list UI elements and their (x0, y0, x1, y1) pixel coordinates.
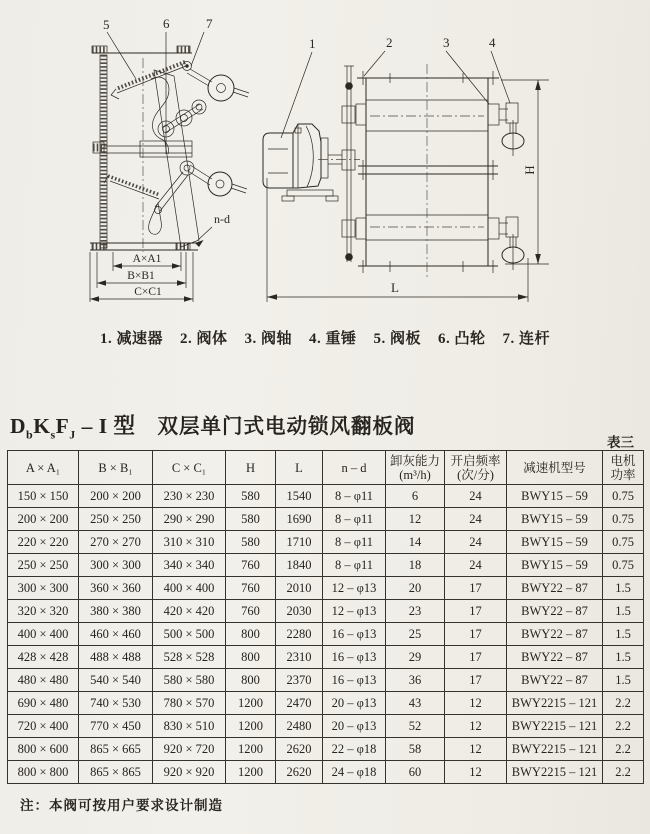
label-3: 3 (443, 35, 450, 50)
label-6: 6 (163, 16, 170, 31)
table-cell: 800 (226, 646, 276, 669)
table-cell: 400 × 400 (153, 577, 226, 600)
table-cell: BWY2215 – 121 (507, 692, 603, 715)
table-cell: 2.2 (603, 738, 644, 761)
table-cell: 17 (445, 646, 507, 669)
table-cell: 14 (386, 531, 445, 554)
table-cell: 400 × 400 (8, 623, 79, 646)
table-cell: 25 (386, 623, 445, 646)
col-header: 减速机型号 (507, 451, 603, 485)
label-2: 2 (386, 35, 393, 50)
table-cell: 1.5 (603, 577, 644, 600)
legend-item: 3. 阀轴 (244, 331, 292, 347)
table-cell: 760 (226, 554, 276, 577)
table-cell: 230 × 230 (153, 485, 226, 508)
table-cell: 2.2 (603, 692, 644, 715)
table-cell: 16 – φ13 (323, 646, 386, 669)
table-cell: 920 × 920 (153, 761, 226, 784)
col-header: 卸灰能力 (m³/h) (386, 451, 445, 485)
table-cell: 250 × 250 (8, 554, 79, 577)
table-cell: 2030 (276, 600, 323, 623)
table-cell: 720 × 400 (8, 715, 79, 738)
table-cell: 12 – φ13 (323, 600, 386, 623)
table-cell: 24 (445, 485, 507, 508)
table-cell: 2280 (276, 623, 323, 646)
table-cell: 36 (386, 669, 445, 692)
table-cell: 17 (445, 600, 507, 623)
table-row (8, 485, 644, 508)
table-cell: 200 × 200 (79, 485, 153, 508)
table-cell: BWY15 – 59 (507, 508, 603, 531)
table-cell: 1200 (226, 692, 276, 715)
table-cell: 52 (386, 715, 445, 738)
table-cell: BWY15 – 59 (507, 485, 603, 508)
table-cell: 380 × 380 (79, 600, 153, 623)
table-cell: 0.75 (603, 531, 644, 554)
table-cell: 17 (445, 623, 507, 646)
table-cell: BWY22 – 87 (507, 646, 603, 669)
table-cell: 12 (445, 738, 507, 761)
table-cell: 20 – φ13 (323, 715, 386, 738)
legend-item: 5. 阀板 (373, 331, 422, 347)
table-cell: BWY22 – 87 (507, 669, 603, 692)
table-row (8, 738, 644, 761)
motor-reducer (263, 124, 360, 201)
table-cell: 24 (445, 554, 507, 577)
legend-item: 2. 阀体 (179, 331, 228, 347)
table-cell: 488 × 488 (79, 646, 153, 669)
table-cell: BWY2215 – 121 (507, 715, 603, 738)
table-cell: 830 × 510 (153, 715, 226, 738)
table-row (8, 761, 644, 784)
table-cell: 480 × 480 (8, 669, 79, 692)
table-cell: 17 (445, 669, 507, 692)
table-cell: 23 (386, 600, 445, 623)
table-cell: 43 (386, 692, 445, 715)
dim-l-label: L (391, 280, 399, 295)
table-cell: 1710 (276, 531, 323, 554)
table-cell: 760 (226, 577, 276, 600)
col-header: L (276, 451, 323, 485)
table-number-tag: 表三 (607, 435, 634, 450)
table-cell: 24 (445, 508, 507, 531)
table-cell: 20 – φ13 (323, 692, 386, 715)
table-row (8, 531, 644, 554)
table-cell: 2470 (276, 692, 323, 715)
table-cell: 740 × 530 (79, 692, 153, 715)
valve-plate-lower (104, 176, 160, 199)
table-cell: 200 × 200 (8, 508, 79, 531)
table-cell: 2370 (276, 669, 323, 692)
table-cell: 800 × 800 (8, 761, 79, 784)
table-row (8, 692, 644, 715)
label-4: 4 (489, 35, 496, 50)
table-cell: 17 (445, 577, 507, 600)
table-cell: 8 – φ11 (323, 508, 386, 531)
col-header: n – d (323, 451, 386, 485)
table-row (8, 715, 644, 738)
table-cell: 300 × 300 (79, 554, 153, 577)
table-cell: 58 (386, 738, 445, 761)
table-cell: 290 × 290 (153, 508, 226, 531)
spec-table (7, 450, 644, 784)
footnote: 注：本阀可按用户要求设计制造 (20, 798, 223, 813)
table-cell: 420 × 420 (153, 600, 226, 623)
model-designation: $D_bK_sF_J$ – I 型 (10, 414, 136, 442)
table-cell: 865 × 665 (79, 738, 153, 761)
table-cell: 2620 (276, 761, 323, 784)
table-cell: 2.2 (603, 761, 644, 784)
table-cell: BWY22 – 87 (507, 577, 603, 600)
dim-a-label: A×A1 (132, 253, 162, 265)
table-row (8, 646, 644, 669)
table-cell: 0.75 (603, 485, 644, 508)
table-cell: 2620 (276, 738, 323, 761)
table-cell: BWY15 – 59 (507, 531, 603, 554)
table-cell: 1.5 (603, 646, 644, 669)
table-cell: 1690 (276, 508, 323, 531)
table-cell: 20 (386, 577, 445, 600)
table-cell: 460 × 460 (79, 623, 153, 646)
table-cell: 1.5 (603, 600, 644, 623)
valve-name: 双层单门式电动锁风翻板阀 (157, 416, 416, 438)
legend-item: 6. 凸轮 (438, 331, 486, 347)
table-cell: 800 (226, 623, 276, 646)
table-cell: 12 (386, 508, 445, 531)
shaft-weight-lower (356, 217, 524, 270)
legend-item: 7. 连杆 (502, 331, 551, 347)
table-cell: 920 × 720 (153, 738, 226, 761)
table-row (8, 600, 644, 623)
table-cell: 150 × 150 (8, 485, 79, 508)
dim-b-label: B×B1 (127, 270, 155, 282)
table-cell: 310 × 310 (153, 531, 226, 554)
table-cell: 770 × 450 (79, 715, 153, 738)
table-body (8, 485, 644, 784)
table-cell: BWY2215 – 121 (507, 738, 603, 761)
table-cell: 780 × 570 (153, 692, 226, 715)
table-cell: 2480 (276, 715, 323, 738)
col-header: 电机 功率 (603, 451, 644, 485)
table-cell: 580 (226, 531, 276, 554)
shaft-weight-upper (356, 103, 524, 156)
table-cell: 320 × 320 (8, 600, 79, 623)
label-7: 7 (206, 16, 213, 31)
table-cell: 428 × 428 (8, 646, 79, 669)
table-cell: 1.5 (603, 669, 644, 692)
table-cell: 60 (386, 761, 445, 784)
table-cell: 2310 (276, 646, 323, 669)
table-cell: 16 – φ13 (323, 623, 386, 646)
technical-drawings (0, 0, 650, 322)
table-cell: 1840 (276, 554, 323, 577)
page-title (10, 409, 642, 442)
table-cell: 12 (445, 761, 507, 784)
table-cell: 220 × 220 (8, 531, 79, 554)
table-cell: 760 (226, 600, 276, 623)
label-5: 5 (103, 17, 110, 32)
table-cell: BWY2215 – 121 (507, 761, 603, 784)
left-drawing-side-view (90, 16, 249, 302)
table-row (8, 623, 644, 646)
col-header: B × B₁ (79, 451, 153, 485)
table-cell: 300 × 300 (8, 577, 79, 600)
table-cell: 800 (226, 669, 276, 692)
table-cell: 6 (386, 485, 445, 508)
label-1: 1 (309, 36, 316, 51)
table-cell: 865 × 865 (79, 761, 153, 784)
header-row (8, 451, 644, 485)
table-cell: 540 × 540 (79, 669, 153, 692)
table-cell: 340 × 340 (153, 554, 226, 577)
connecting-rod (342, 66, 355, 262)
col-header: 开启频率 (次/分) (445, 451, 507, 485)
dim-h-label: H (522, 165, 537, 175)
dim-h (501, 80, 549, 264)
table-cell: 360 × 360 (79, 577, 153, 600)
table-cell: 500 × 500 (153, 623, 226, 646)
table-cell: 1200 (226, 715, 276, 738)
table-cell: 580 (226, 508, 276, 531)
parts-legend (0, 327, 650, 348)
table-cell: 1200 (226, 738, 276, 761)
table-cell: 800 × 600 (8, 738, 79, 761)
counterweight-upper (208, 75, 249, 101)
table-cell: 2.2 (603, 715, 644, 738)
table-cell: 29 (386, 646, 445, 669)
table-row (8, 577, 644, 600)
table-cell: 24 (445, 531, 507, 554)
table-row (8, 554, 644, 577)
table-cell: 250 × 250 (79, 508, 153, 531)
table-cell: 2010 (276, 577, 323, 600)
table-cell: 8 – φ11 (323, 485, 386, 508)
table-cell: 1200 (226, 761, 276, 784)
table-cell: BWY15 – 59 (507, 554, 603, 577)
table-row (8, 508, 644, 531)
table-cell: BWY22 – 87 (507, 623, 603, 646)
table-cell: 1.5 (603, 623, 644, 646)
table-cell: 528 × 528 (153, 646, 226, 669)
nd-label: n-d (214, 212, 230, 226)
table-cell: 16 – φ13 (323, 669, 386, 692)
table-cell: 12 (445, 692, 507, 715)
table-cell: 22 – φ18 (323, 738, 386, 761)
col-header: A × A₁ (8, 451, 79, 485)
table-cell: 12 – φ13 (323, 577, 386, 600)
valve-drawings-svg (0, 0, 650, 322)
legend-item: 1. 减速器 (99, 331, 163, 347)
table-cell: 8 – φ11 (323, 531, 386, 554)
table-cell: 12 (445, 715, 507, 738)
dim-c-label: C×C1 (134, 286, 162, 298)
valve-body (357, 64, 499, 280)
table-cell: 580 (226, 485, 276, 508)
table-cell: 8 – φ11 (323, 554, 386, 577)
legend-item: 4. 重锤 (308, 331, 357, 347)
table-cell: 270 × 270 (79, 531, 153, 554)
right-drawing-front-view (263, 35, 549, 302)
table-cell: 0.75 (603, 508, 644, 531)
counterweight-lower (155, 161, 248, 214)
table-cell: 1540 (276, 485, 323, 508)
table-cell: 24 – φ18 (323, 761, 386, 784)
col-header: C × C₁ (153, 451, 226, 485)
table-cell: 0.75 (603, 554, 644, 577)
table-cell: 580 × 580 (153, 669, 226, 692)
table-cell: 18 (386, 554, 445, 577)
table-cell: 690 × 480 (8, 692, 79, 715)
col-header: H (226, 451, 276, 485)
table-cell: BWY22 – 87 (507, 600, 603, 623)
table-row (8, 669, 644, 692)
